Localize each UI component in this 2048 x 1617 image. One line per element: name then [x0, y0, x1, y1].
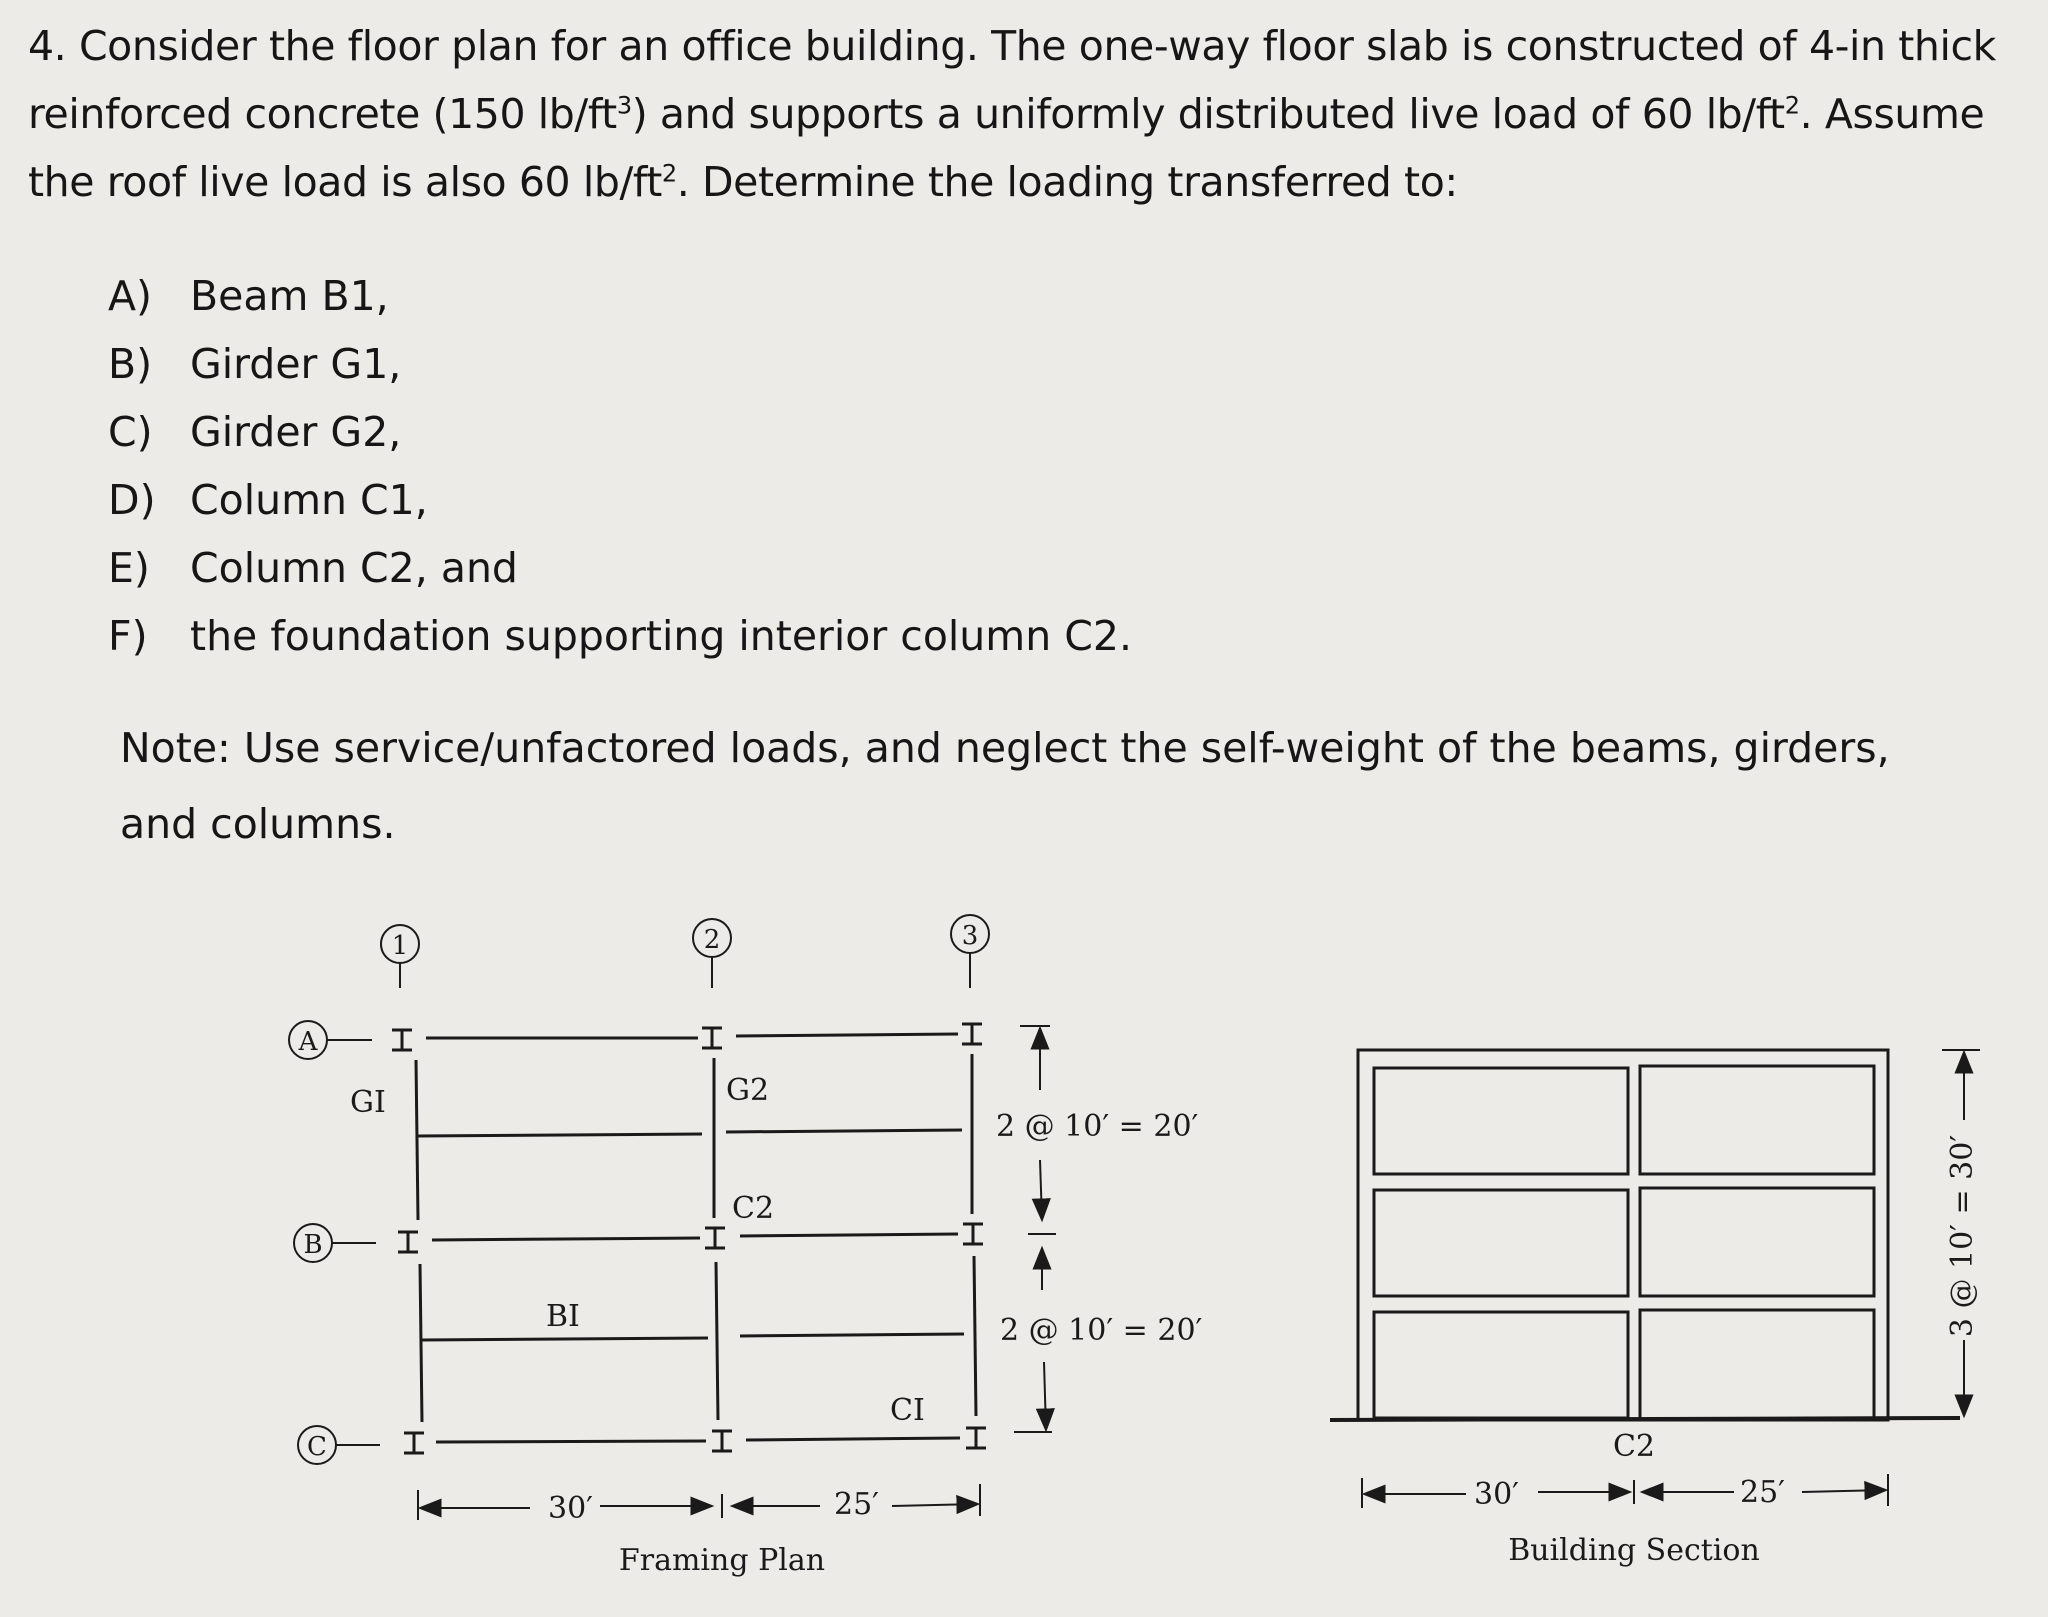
label-c2: C2: [732, 1191, 775, 1226]
grid-label-2: 2: [703, 925, 721, 955]
part-letter: D): [108, 476, 156, 524]
section-horizontal-dimension: [1362, 1474, 1888, 1508]
part-letter: A): [108, 272, 153, 320]
part-letter: B): [108, 340, 153, 388]
problem-line-2-text-c: . Assume: [1799, 90, 1985, 138]
girder-b-left: [432, 1238, 700, 1240]
girder-c-right: [746, 1438, 960, 1440]
grid-bubble-3: [951, 915, 989, 988]
bay-bottom-left: [1374, 1312, 1628, 1418]
problem-line-3-text-b: . Determine the loading transferred to:: [676, 158, 1458, 206]
part-text: Beam B1,: [190, 272, 389, 320]
column-c2: [712, 1431, 732, 1451]
label-c1: CI: [890, 1393, 925, 1428]
girder-g2-lower: [716, 1262, 718, 1420]
grid-label-1: 1: [391, 931, 409, 961]
beam-upper-left: [418, 1134, 702, 1136]
column-c3: [966, 1428, 986, 1448]
beam-upper-right: [726, 1130, 962, 1132]
dim-span-left: 30′: [548, 1491, 593, 1526]
column-a3: [962, 1024, 982, 1044]
girder-g1-lower: [420, 1264, 422, 1422]
section-span-left: 30′: [1474, 1477, 1519, 1512]
column-b1: [398, 1232, 418, 1252]
column-c1: [404, 1433, 424, 1453]
superscript-2: 2: [1784, 91, 1800, 120]
bay-top-left: [1374, 1068, 1628, 1174]
girder-3-lower: [974, 1256, 976, 1416]
problem-line-2-text-b: ) and supports a uniformly distributed live load of 60 lb/ft: [631, 90, 1785, 138]
beam-lower-right: [740, 1334, 964, 1336]
ground-line: [1330, 1418, 1960, 1420]
section-height-label: 3 @ 10′ = 30′: [1945, 1134, 1980, 1338]
beam-b1: [422, 1338, 708, 1340]
building-section: [1330, 1050, 1980, 1568]
problem-line-2-text-a: reinforced concrete (150 lb/ft: [28, 90, 617, 138]
section-column-label: C2: [1612, 1429, 1656, 1464]
label-g2: G2: [726, 1073, 770, 1108]
dim-span-right: 25′: [834, 1487, 879, 1522]
bay-mid-left: [1374, 1190, 1628, 1296]
column-b3: [963, 1224, 983, 1244]
part-text: the foundation supporting interior column C2.: [190, 612, 1132, 660]
grid-label-a: A: [298, 1027, 318, 1057]
column-a1: [392, 1030, 412, 1050]
building-section-title: Building Section: [1508, 1533, 1760, 1568]
label-g1: GI: [350, 1085, 386, 1120]
girder-a-right: [736, 1034, 958, 1036]
grid-bubble-b: [294, 1224, 376, 1262]
girder-c-left: [436, 1441, 706, 1442]
part-text: Girder G2,: [190, 408, 402, 456]
grid-bubble-2: [693, 919, 731, 988]
note: Note: Use service/unfactored loads, and neglect the self-weight of the beams, girders, and columns.: [120, 724, 1890, 848]
part-letter: C): [108, 408, 153, 456]
column-b2: [705, 1228, 725, 1248]
girders: [426, 1034, 960, 1442]
grid-label-3: 3: [961, 921, 979, 951]
girder-b-right: [740, 1234, 958, 1236]
grid-bubble-a: [289, 1021, 372, 1059]
part-letter: F): [108, 612, 148, 660]
grid-bubble-c: [298, 1426, 380, 1464]
grid-label-b: B: [303, 1230, 323, 1260]
framing-plan-title: Framing Plan: [618, 1543, 826, 1578]
superscript-2: 2: [661, 159, 677, 188]
framing-plan: [289, 915, 1203, 1578]
label-b1: BI: [546, 1299, 580, 1334]
part-letter: E): [108, 544, 150, 592]
part-text: Girder G1,: [190, 340, 402, 388]
girder-g1-upper: [416, 1060, 418, 1220]
part-text: Column C2, and: [190, 544, 518, 592]
problem-line-1-text: 4. Consider the floor plan for an office building. The one-way floor slab is constructed of 4-in thick: [28, 22, 1996, 70]
frame-outline: [1358, 1050, 1888, 1420]
part-text: Column C1,: [190, 476, 428, 524]
plan-vertical-dimension: [1014, 1026, 1056, 1432]
dim-upper: 2 @ 10′ = 20′: [996, 1109, 1199, 1144]
bay-mid-right: [1640, 1188, 1874, 1296]
dim-lower: 2 @ 10′ = 20′: [1000, 1313, 1203, 1348]
plan-horizontal-dimension: [418, 1484, 980, 1520]
grid-label-c: C: [307, 1432, 327, 1462]
section-span-right: 25′: [1740, 1475, 1785, 1510]
column-a2: [702, 1028, 722, 1048]
problem-line-3-text-a: the roof live load is also 60 lb/ft: [28, 158, 662, 206]
grid-bubble-1: [381, 925, 419, 988]
bay-bottom-right: [1640, 1310, 1874, 1420]
superscript-3: 3: [616, 91, 632, 120]
bay-top-right: [1640, 1066, 1874, 1174]
